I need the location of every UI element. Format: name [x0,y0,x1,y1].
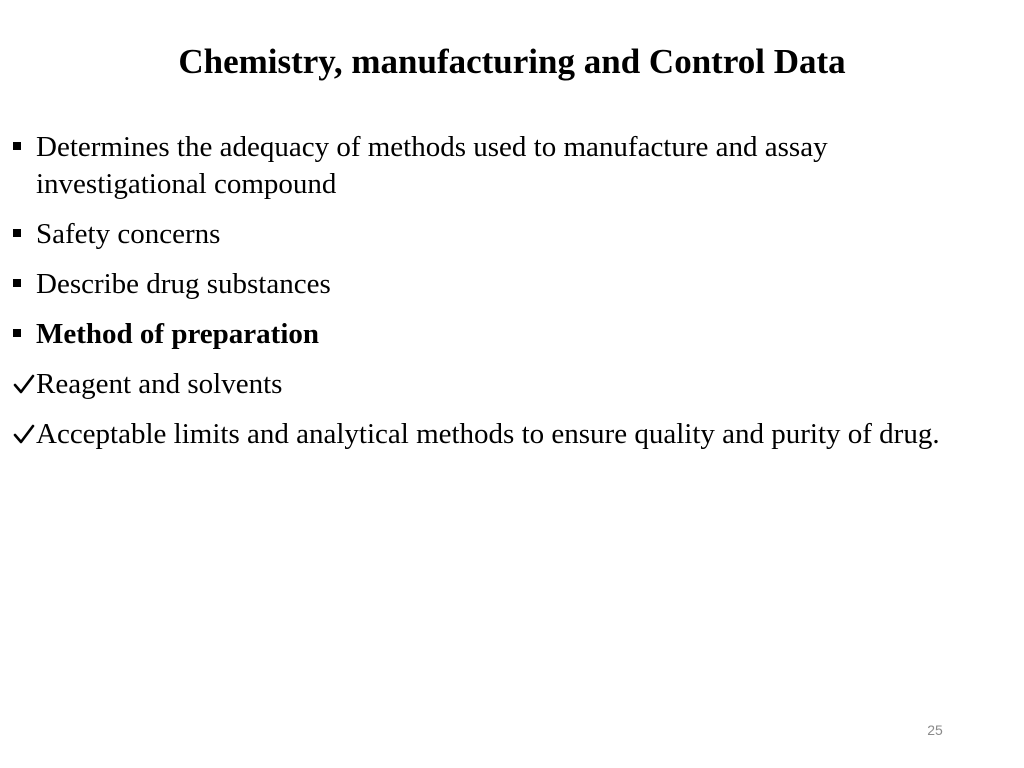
bullet-item-safety [12,216,1002,253]
page-number: 25 [927,722,943,738]
square-bullet-icon [13,329,21,337]
bullet-text: Acceptable limits and analytical methods to ensure quality and purity of drug. [36,418,940,450]
bullet-item-reagents [12,366,1002,403]
bullet-text: Describe drug substances [36,268,331,300]
checkmark-icon [12,373,36,395]
square-bullet-icon [13,229,21,237]
bullet-text: Determines the adequacy of methods used to manufacture and assay investigational compound [36,131,828,200]
bullet-list [12,129,1002,466]
bullet-text: Reagent and solvents [36,368,283,400]
bullet-text: Safety concerns [36,218,221,250]
slide-title: Chemistry, manufacturing and Control Data [178,42,846,81]
bullet-text: Method of preparation [36,318,320,350]
bullet-item-method-of-preparation [12,316,1002,353]
checkmark-icon [12,423,36,445]
bullet-item-acceptable-limits [12,416,1002,453]
square-bullet-icon [13,279,21,287]
square-bullet-icon [13,142,21,150]
bullet-item-drug-substances [12,266,1002,303]
bullet-item-adequacy [12,129,1002,203]
